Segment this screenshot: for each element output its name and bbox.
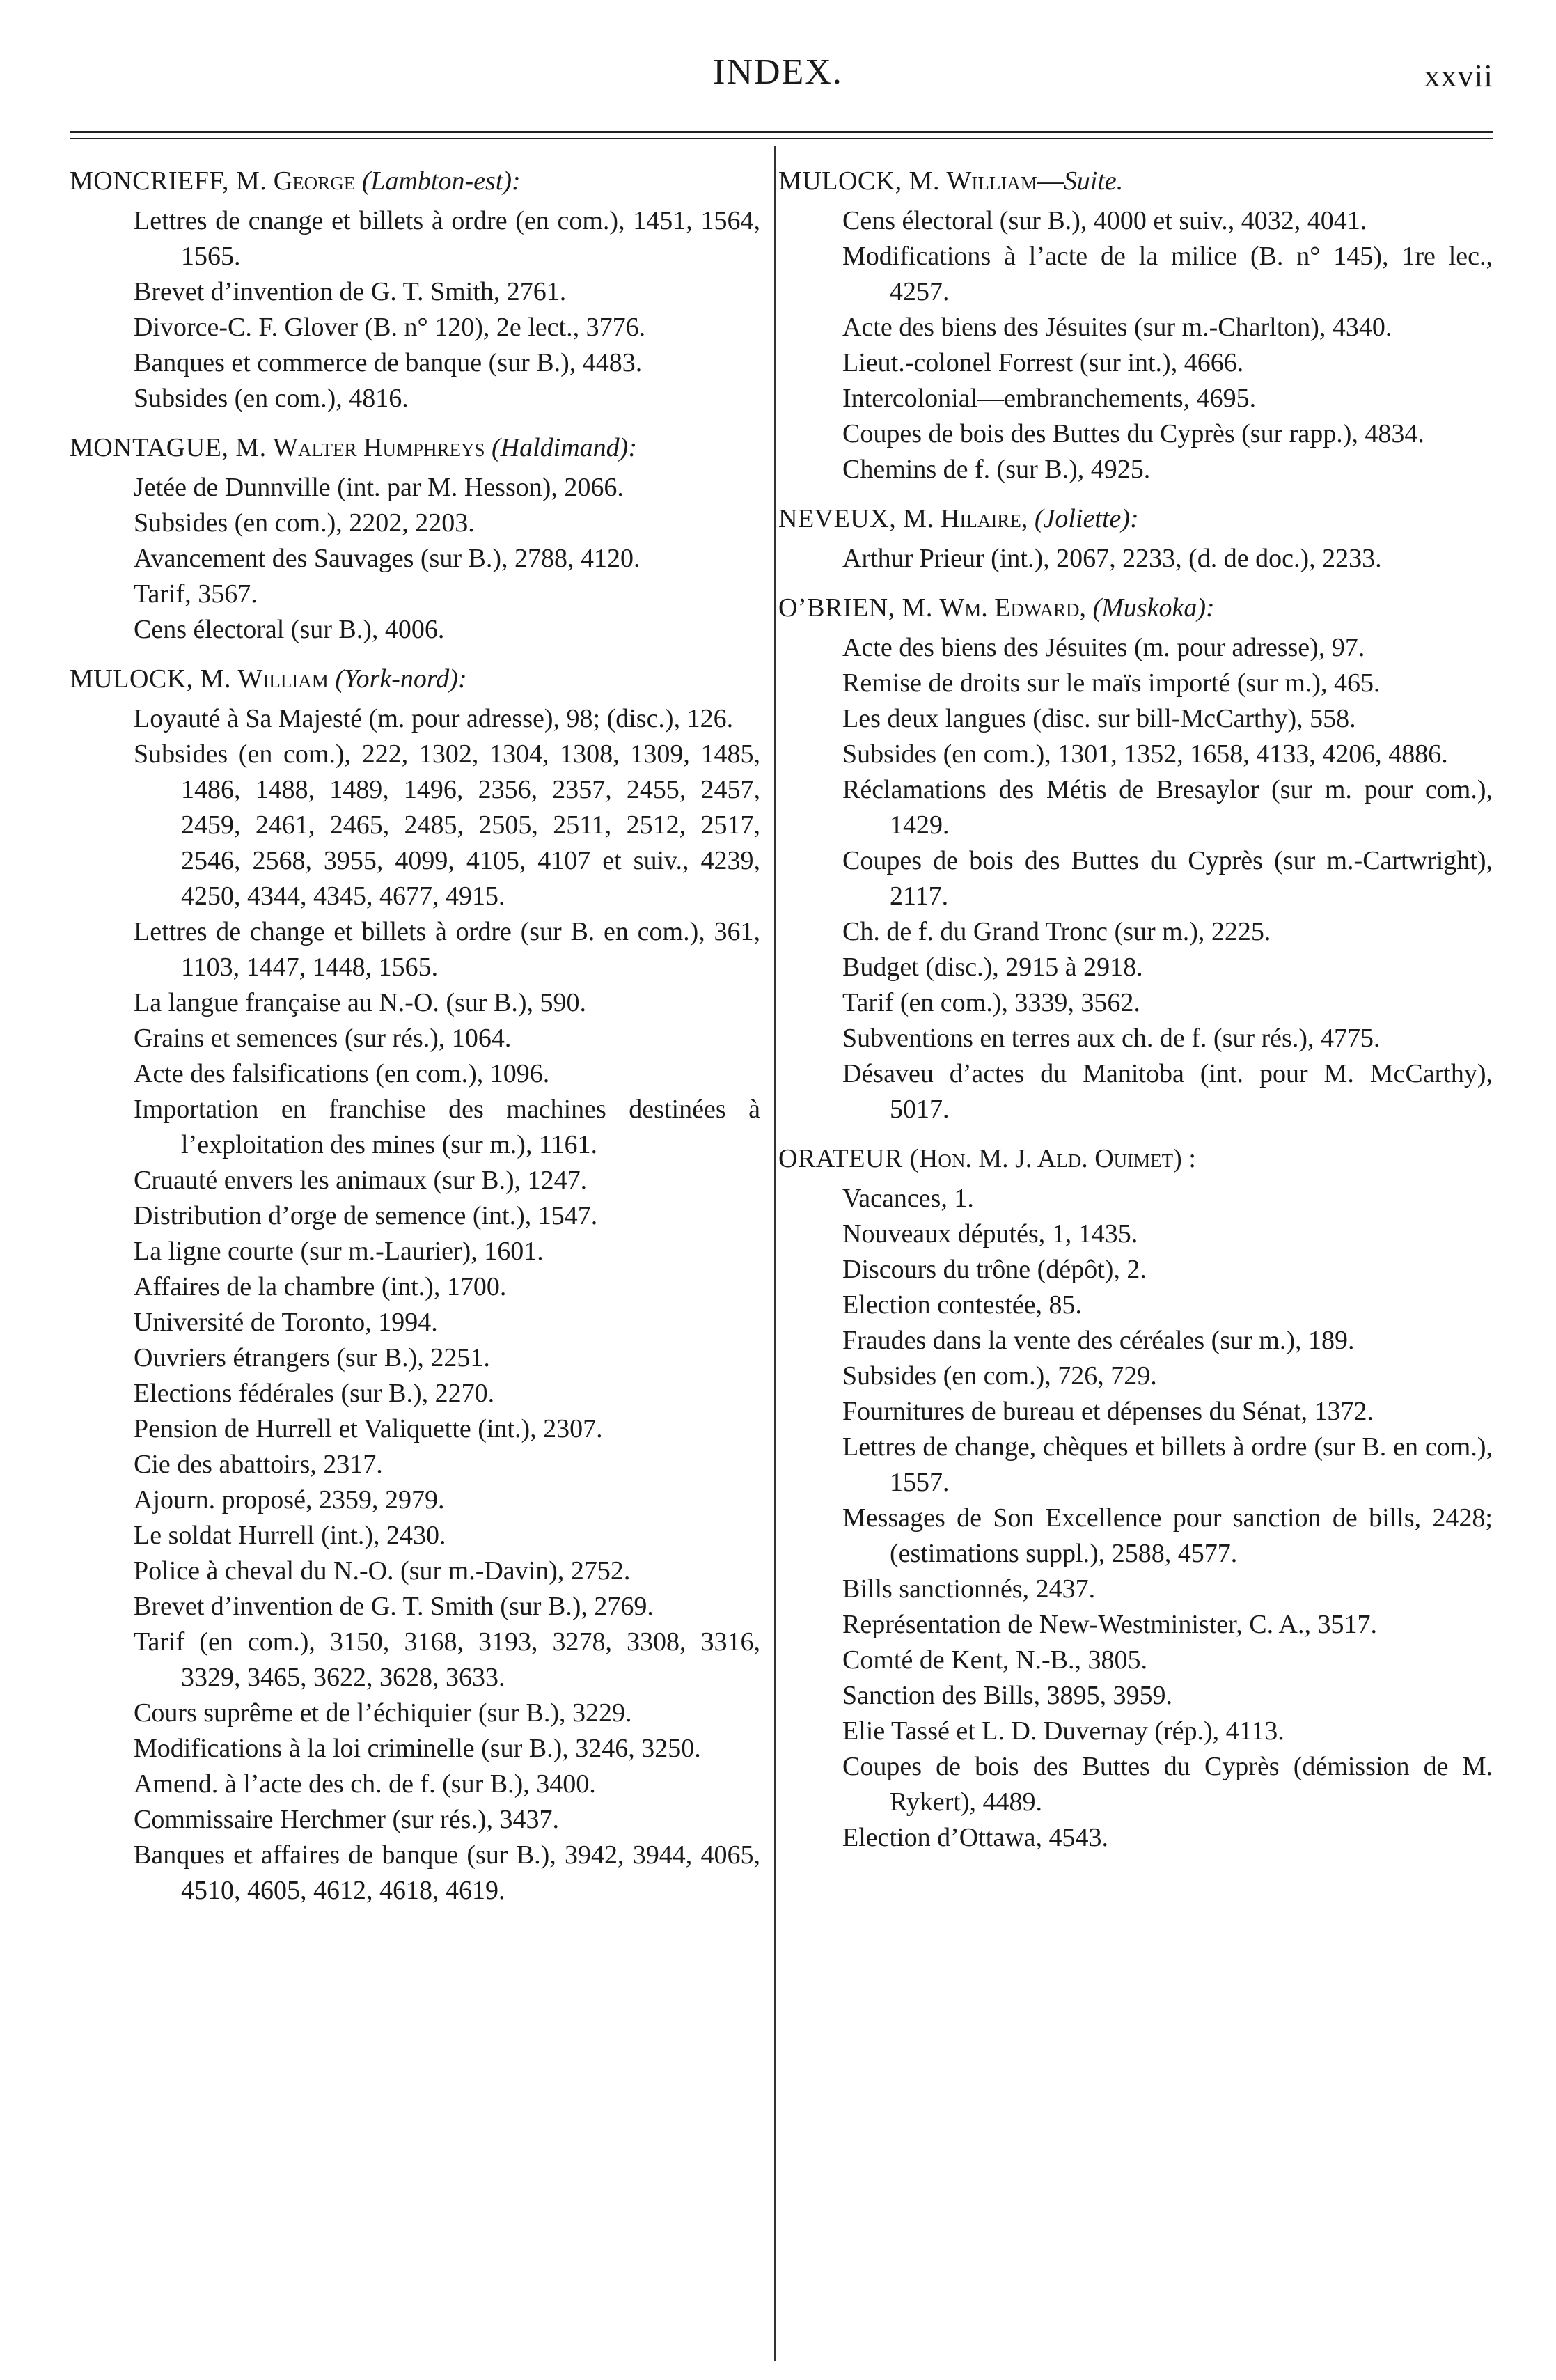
index-entry (778, 590, 1493, 1127)
entry-item: Subsides (en com.), 4816. (134, 384, 409, 413)
entry-item: Représentation de New-Westminister, C. A., 3517. (842, 1610, 1377, 1639)
member-name: NEVEUX, M. (778, 504, 934, 533)
entry-item: Désaveu d’actes du Manitoba (int. pour M. McCarthy), 5017. (842, 1059, 1493, 1124)
entry-item: Vacances, 1. (842, 1184, 974, 1213)
entry-item: Budget (disc.), 2915 à 2918. (842, 953, 1143, 982)
right-column (778, 164, 1493, 1870)
entry-item: Cruauté envers les animaux (sur B.), 1247. (134, 1166, 588, 1195)
member-given-name: Wm. Edward, (939, 593, 1086, 623)
entry-item: Subsides (en com.), 222, 1302, 1304, 1308, 1309, 1485, 1486, 1488, 1489, 1496, 2356, 2357, 2455, 2457, 2459, 2461, 2465, 2485, 2505, 2511, 2512, 2517, 2546, 2568, 3955, 4099, 4105, 4107 et suiv., 4239, 4250, 4344, 4345, 4677, 4915. (134, 739, 760, 911)
entry-item: Commissaire Herchmer (sur rés.), 3437. (134, 1805, 560, 1834)
entry-item: Tarif (en com.), 3150, 3168, 3193, 3278, 3308, 3316, 3329, 3465, 3622, 3628, 3633. (134, 1627, 760, 1692)
entry-item: Grains et semences (sur rés.), 1064. (134, 1024, 512, 1053)
page-title: INDEX. (713, 52, 843, 92)
entry-item: Bills sanctionnés, 2437. (842, 1574, 1096, 1604)
member-name: MONTAGUE, M. (70, 433, 267, 462)
entry-item: Divorce-C. F. Glover (B. n° 120), 2e lect., 3776. (134, 313, 646, 342)
entry-item: Messages de Son Excellence pour sanction de bills, 2428; (estimations suppl.), 2588, 4577. (842, 1503, 1493, 1568)
member-name: MONCRIEFF, M. (70, 166, 267, 196)
entry-item: Avancement des Sauvages (sur B.), 2788, 4120. (134, 544, 641, 573)
entry-item: Ch. de f. du Grand Tronc (sur m.), 2225. (842, 917, 1271, 946)
entry-item: Sanction des Bills, 3895, 3959. (842, 1681, 1172, 1710)
entry-item: Tarif (en com.), 3339, 3562. (842, 988, 1140, 1017)
entry-item: Acte des biens des Jésuites (sur m.-Charlton), 4340. (842, 313, 1392, 342)
entry-item: Brevet d’invention de G. T. Smith (sur B.), 2769. (134, 1592, 654, 1621)
entry-item: Pension de Hurrell et Valiquette (int.), 2307. (134, 1414, 603, 1443)
member-given-name: William (237, 664, 329, 694)
column-divider (774, 146, 776, 2361)
entry-heading (70, 430, 760, 466)
entry-item: Cens électoral (sur B.), 4006. (134, 615, 445, 644)
entry-item: Coupes de bois des Buttes du Cyprès (sur m.-Cartwright), 2117. (842, 846, 1493, 911)
entry-item: Remise de droits sur le maïs importé (sur m.), 465. (842, 668, 1381, 698)
member-riding: (Lambton-est): (361, 166, 521, 196)
entry-item: Lettres de change, chèques et billets à ordre (sur B. en com.), 1557. (842, 1432, 1493, 1497)
entry-item: Affaires de la chambre (int.), 1700. (134, 1272, 507, 1301)
entry-item: La langue française au N.-O. (sur B.), 590. (134, 988, 586, 1017)
member-given-name: William— (946, 166, 1064, 196)
index-entry (778, 164, 1493, 487)
entry-item: Fournitures de bureau et dépenses du Sénat, 1372. (842, 1397, 1374, 1426)
entry-heading (778, 1141, 1493, 1177)
member-given-name: Walter Humphreys (273, 433, 485, 462)
entry-item: Jetée de Dunnville (int. par M. Hesson), 2066. (134, 473, 624, 502)
header-rule-double (70, 138, 1493, 139)
entry-item: Lieut.-colonel Forrest (sur int.), 4666. (842, 348, 1244, 377)
entry-item: Subventions en terres aux ch. de f. (sur rés.), 4775. (842, 1024, 1381, 1053)
entry-item: Lettres de change et billets à ordre (sur B. en com.), 361, 1103, 1447, 1448, 1565. (134, 917, 760, 982)
entry-item: Brevet d’invention de G. T. Smith, 2761. (134, 277, 567, 306)
entry-item: Les deux langues (disc. sur bill-McCarthy), 558. (842, 704, 1356, 733)
entry-item: Loyauté à Sa Majesté (m. pour adresse), 98; (disc.), 126. (134, 704, 734, 733)
index-entry (778, 1141, 1493, 1856)
entry-item: Nouveaux députés, 1, 1435. (842, 1219, 1138, 1248)
member-riding: Suite. (1063, 166, 1124, 196)
entry-item: Fraudes dans la vente des céréales (sur m.), 189. (842, 1326, 1355, 1355)
entry-item: Police à cheval du N.-O. (sur m.-Davin), 2752. (134, 1556, 631, 1586)
entry-item: Réclamations des Métis de Bresaylor (sur m. pour com.), 1429. (842, 775, 1493, 840)
left-column (70, 164, 760, 1923)
entry-heading (778, 501, 1493, 537)
member-name: O’BRIEN, M. (778, 593, 933, 623)
entry-item: Ouvriers étrangers (sur B.), 2251. (134, 1343, 490, 1372)
entry-heading (778, 590, 1493, 626)
member-given-name: Hilaire, (940, 504, 1028, 533)
entry-item: Chemins de f. (sur B.), 4925. (842, 455, 1151, 484)
entry-item: Cours suprême et de l’échiquier (sur B.), 3229. (134, 1698, 632, 1728)
entry-item: Subsides (en com.), 726, 729. (842, 1361, 1157, 1391)
member-name: MULOCK, M. (778, 166, 940, 196)
entry-item: Elie Tassé et L. D. Duvernay (rép.), 4113. (842, 1716, 1284, 1746)
page-header (0, 36, 1556, 113)
entry-item: Subsides (en com.), 2202, 2203. (134, 508, 475, 538)
member-riding: (York-nord): (335, 664, 467, 694)
entry-item: La ligne courte (sur m.-Laurier), 1601. (134, 1237, 544, 1266)
entry-item: Discours du trône (dépôt), 2. (842, 1255, 1147, 1284)
entry-item: Subsides (en com.), 1301, 1352, 1658, 4133, 4206, 4886. (842, 739, 1448, 769)
entry-item: Modifications à l’acte de la milice (B. n° 145), 1re lec., 4257. (842, 242, 1493, 306)
member-given-name: Hon. M. J. Ald. Ouimet (918, 1144, 1174, 1173)
entry-item: Comté de Kent, N.-B., 3805. (842, 1645, 1148, 1675)
entry-item: Election d’Ottawa, 4543. (842, 1823, 1109, 1852)
entry-item: Lettres de cnange et billets à ordre (en com.), 1451, 1564, 1565. (134, 206, 760, 271)
member-riding: (Joliette): (1034, 504, 1139, 533)
entry-heading (778, 164, 1493, 199)
entry-item: Ajourn. proposé, 2359, 2979. (134, 1485, 445, 1514)
entry-item: Tarif, 3567. (134, 579, 258, 609)
entry-item: Coupes de bois des Buttes du Cyprès (démission de M. Rykert), 4489. (842, 1752, 1493, 1817)
entry-item: Distribution d’orge de semence (int.), 1547. (134, 1201, 598, 1230)
member-riding: ) : (1173, 1144, 1196, 1173)
entry-item: Le soldat Hurrell (int.), 2430. (134, 1521, 446, 1550)
member-given-name: George (273, 166, 356, 196)
entry-item: Arthur Prieur (int.), 2067, 2233, (d. de doc.), 2233. (842, 544, 1382, 573)
entry-item: Intercolonial—embranchements, 4695. (842, 384, 1257, 413)
entry-item: Banques et affaires de banque (sur B.), 3942, 3944, 4065, 4510, 4605, 4612, 4618, 4619. (134, 1840, 760, 1905)
entry-item: Acte des falsifications (en com.), 1096. (134, 1059, 550, 1088)
member-name: ORATEUR ( (778, 1144, 919, 1173)
index-entry (70, 430, 760, 648)
member-riding: (Haldimand): (492, 433, 637, 462)
entry-item: Banques et commerce de banque (sur B.), 4483. (134, 348, 643, 377)
index-entry (778, 501, 1493, 577)
entry-item: Acte des biens des Jésuites (m. pour adresse), 97. (842, 633, 1365, 662)
entry-item: Importation en franchise des machines destinées à l’exploitation des mines (sur m.), 1161. (134, 1095, 760, 1159)
entry-item: Coupes de bois des Buttes du Cyprès (sur rapp.), 4834. (842, 419, 1424, 448)
entry-heading (70, 164, 760, 199)
header-rule (70, 131, 1493, 133)
entry-item: Election contestée, 85. (842, 1290, 1082, 1320)
entry-item: Amend. à l’acte des ch. de f. (sur B.), 3400. (134, 1769, 596, 1799)
index-entry (70, 164, 760, 416)
index-entry (70, 661, 760, 1909)
member-name: MULOCK, M. (70, 664, 231, 694)
entry-item: Université de Toronto, 1994. (134, 1308, 438, 1337)
entry-heading (70, 661, 760, 697)
page-number: xxvii (1424, 58, 1493, 93)
entry-item: Elections fédérales (sur B.), 2270. (134, 1379, 495, 1408)
entry-item: Cens électoral (sur B.), 4000 et suiv., 4032, 4041. (842, 206, 1367, 235)
entry-item: Cie des abattoirs, 2317. (134, 1450, 383, 1479)
member-riding: (Muskoka): (1092, 593, 1215, 623)
entry-item: Modifications à la loi criminelle (sur B.), 3246, 3250. (134, 1734, 701, 1763)
